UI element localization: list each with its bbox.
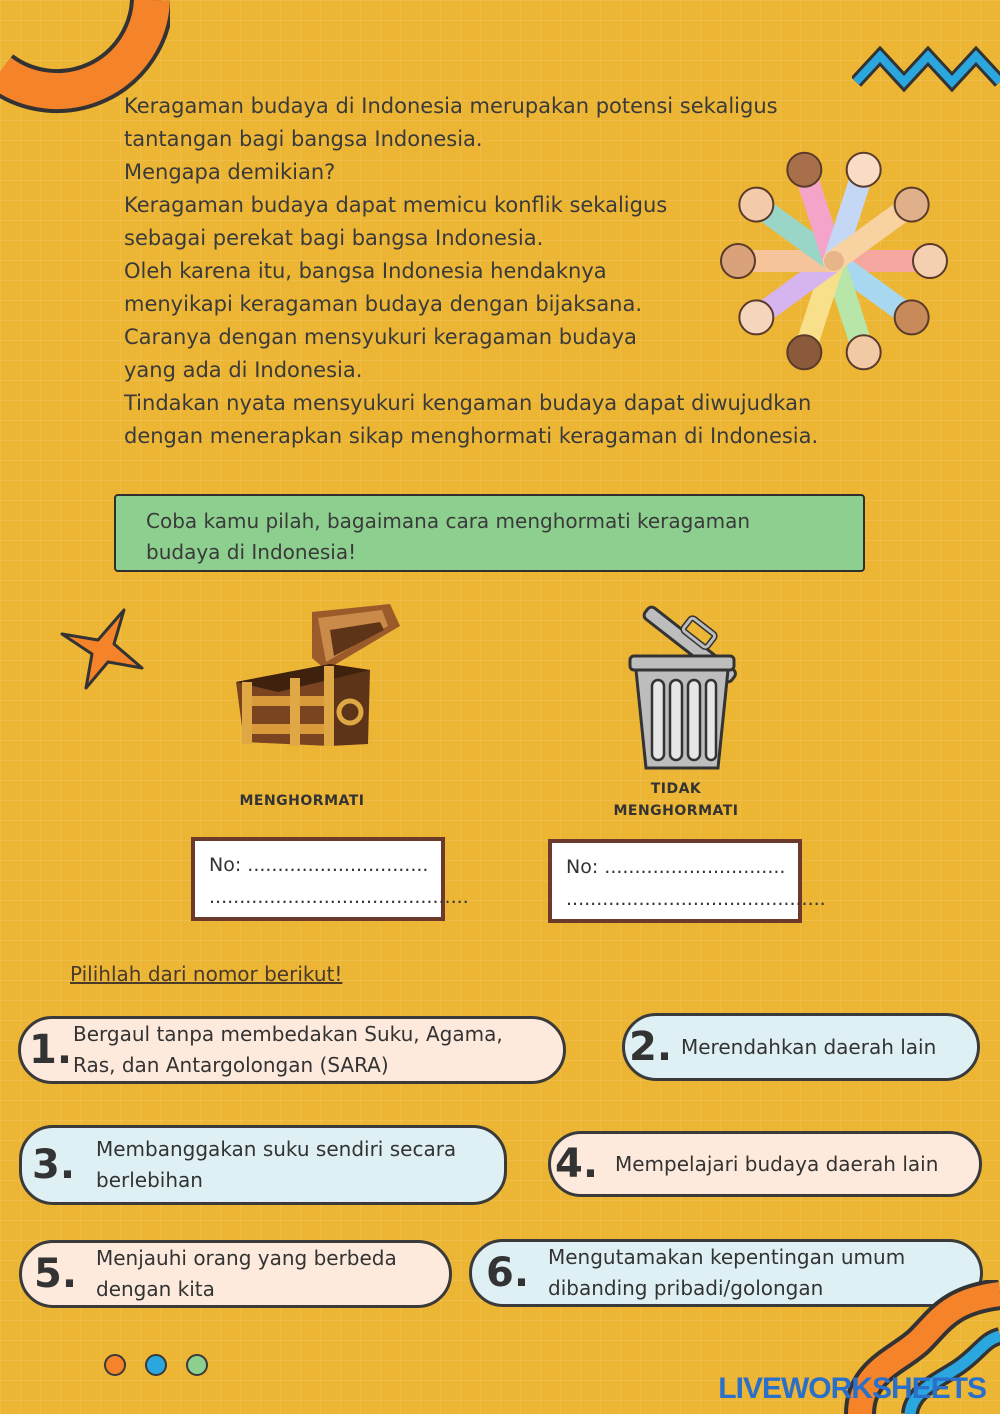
answer-field-line2: ...........................................	[209, 886, 469, 908]
choose-prompt: Pilihlah dari nomor berikut!	[70, 962, 343, 986]
tidak-label-line2: MENGHORMATI	[613, 803, 739, 819]
liveworksheets-logo: LIVEWORKSHEETS	[718, 1372, 986, 1405]
option-1[interactable]	[18, 1016, 566, 1084]
option-text-line: Merendahkan daerah lain	[681, 1034, 937, 1059]
person-head	[847, 335, 881, 369]
blue-dot	[145, 1354, 167, 1376]
option-number: 5.	[34, 1251, 78, 1297]
answer-field-line2: ...........................................	[566, 888, 826, 910]
person-head	[787, 153, 821, 187]
option-number: 4.	[555, 1141, 599, 1187]
option-text-line: dengan kita	[96, 1277, 215, 1301]
green-dot	[186, 1354, 208, 1376]
option-number: 2.	[629, 1024, 673, 1070]
menghormati-answer-field[interactable]	[191, 837, 469, 921]
instruction-line: Coba kamu pilah, bagaimana cara menghormati keragaman	[146, 509, 750, 533]
option-text-line: berlebihan	[96, 1168, 203, 1192]
option-4[interactable]	[548, 1131, 982, 1197]
person-head	[913, 244, 947, 278]
option-5[interactable]	[19, 1240, 452, 1308]
star-decoration	[58, 606, 148, 692]
orange-dot	[104, 1354, 126, 1376]
people-circle-illustration	[716, 146, 952, 376]
joined-hands	[824, 251, 844, 271]
option-text-line: dibanding pribadi/golongan	[548, 1276, 824, 1300]
intro-line: Tindakan nyata mensyukuri kengaman budaya dapat diwujudkan	[124, 391, 812, 415]
tidak-menghormati-answer-field[interactable]	[548, 839, 826, 923]
intro-line: Mengapa demikian?	[124, 160, 336, 184]
menghormati-label: MENGHORMATI	[239, 793, 365, 809]
option-text-line: Membanggakan suku sendiri secara	[96, 1137, 457, 1161]
option-text	[96, 1134, 456, 1196]
instruction-line: budaya di Indonesia!	[146, 540, 357, 564]
instruction-box	[114, 494, 865, 572]
option-text	[73, 1019, 503, 1081]
option-text-line: Menjauhi orang yang berbeda	[96, 1246, 397, 1270]
intro-line: sebagai perekat bagi bangsa Indonesia.	[124, 226, 544, 250]
intro-line: Oleh karena itu, bangsa Indonesia hendaknya	[124, 259, 607, 283]
person-head	[895, 188, 929, 222]
option-text-line: Ras, dan Antargolongan (SARA)	[73, 1053, 389, 1077]
person-head	[847, 153, 881, 187]
option-number: 1.	[29, 1027, 73, 1073]
answer-field-line1: No: ..............................	[566, 856, 786, 878]
intro-line: yang ada di Indonesia.	[124, 358, 363, 382]
person-head	[739, 300, 773, 334]
intro-line: tantangan bagi bangsa Indonesia.	[124, 127, 483, 151]
intro-line: dengan menerapkan sikap menghormati keragaman di Indonesia.	[124, 424, 819, 448]
intro-line: Keragaman budaya dapat memicu konflik sekaligus	[124, 193, 668, 217]
option-text	[615, 1149, 938, 1180]
option-3[interactable]	[19, 1125, 507, 1205]
tidak-label-line1: TIDAK	[650, 781, 702, 797]
answer-field-line1: No: ..............................	[209, 854, 429, 876]
option-number: 6.	[486, 1250, 530, 1296]
option-text-line: Bergaul tanpa membedakan Suku, Agama,	[73, 1022, 503, 1046]
zigzag-decoration	[852, 46, 1000, 96]
option-text	[681, 1032, 936, 1063]
intro-line: menyikapi keragaman budaya dengan bijaksana.	[124, 292, 643, 316]
option-2[interactable]	[622, 1013, 980, 1081]
person-head	[895, 300, 929, 334]
option-number: 3.	[32, 1142, 76, 1188]
trash-bin-icon	[622, 600, 758, 772]
treasure-chest-icon	[230, 600, 406, 750]
person-head	[787, 335, 821, 369]
option-text-line: Mengutamakan kepentingan umum	[548, 1245, 906, 1269]
person-head	[739, 188, 773, 222]
intro-line: Caranya dengan mensyukuri keragaman budaya	[124, 325, 637, 349]
intro-line: Keragaman budaya di Indonesia merupakan potensi sekaligus	[124, 94, 778, 118]
option-text	[96, 1243, 397, 1305]
tidak-menghormati-label	[576, 778, 776, 822]
option-text-line: Mempelajari budaya daerah lain	[615, 1151, 939, 1176]
person-head	[721, 244, 755, 278]
